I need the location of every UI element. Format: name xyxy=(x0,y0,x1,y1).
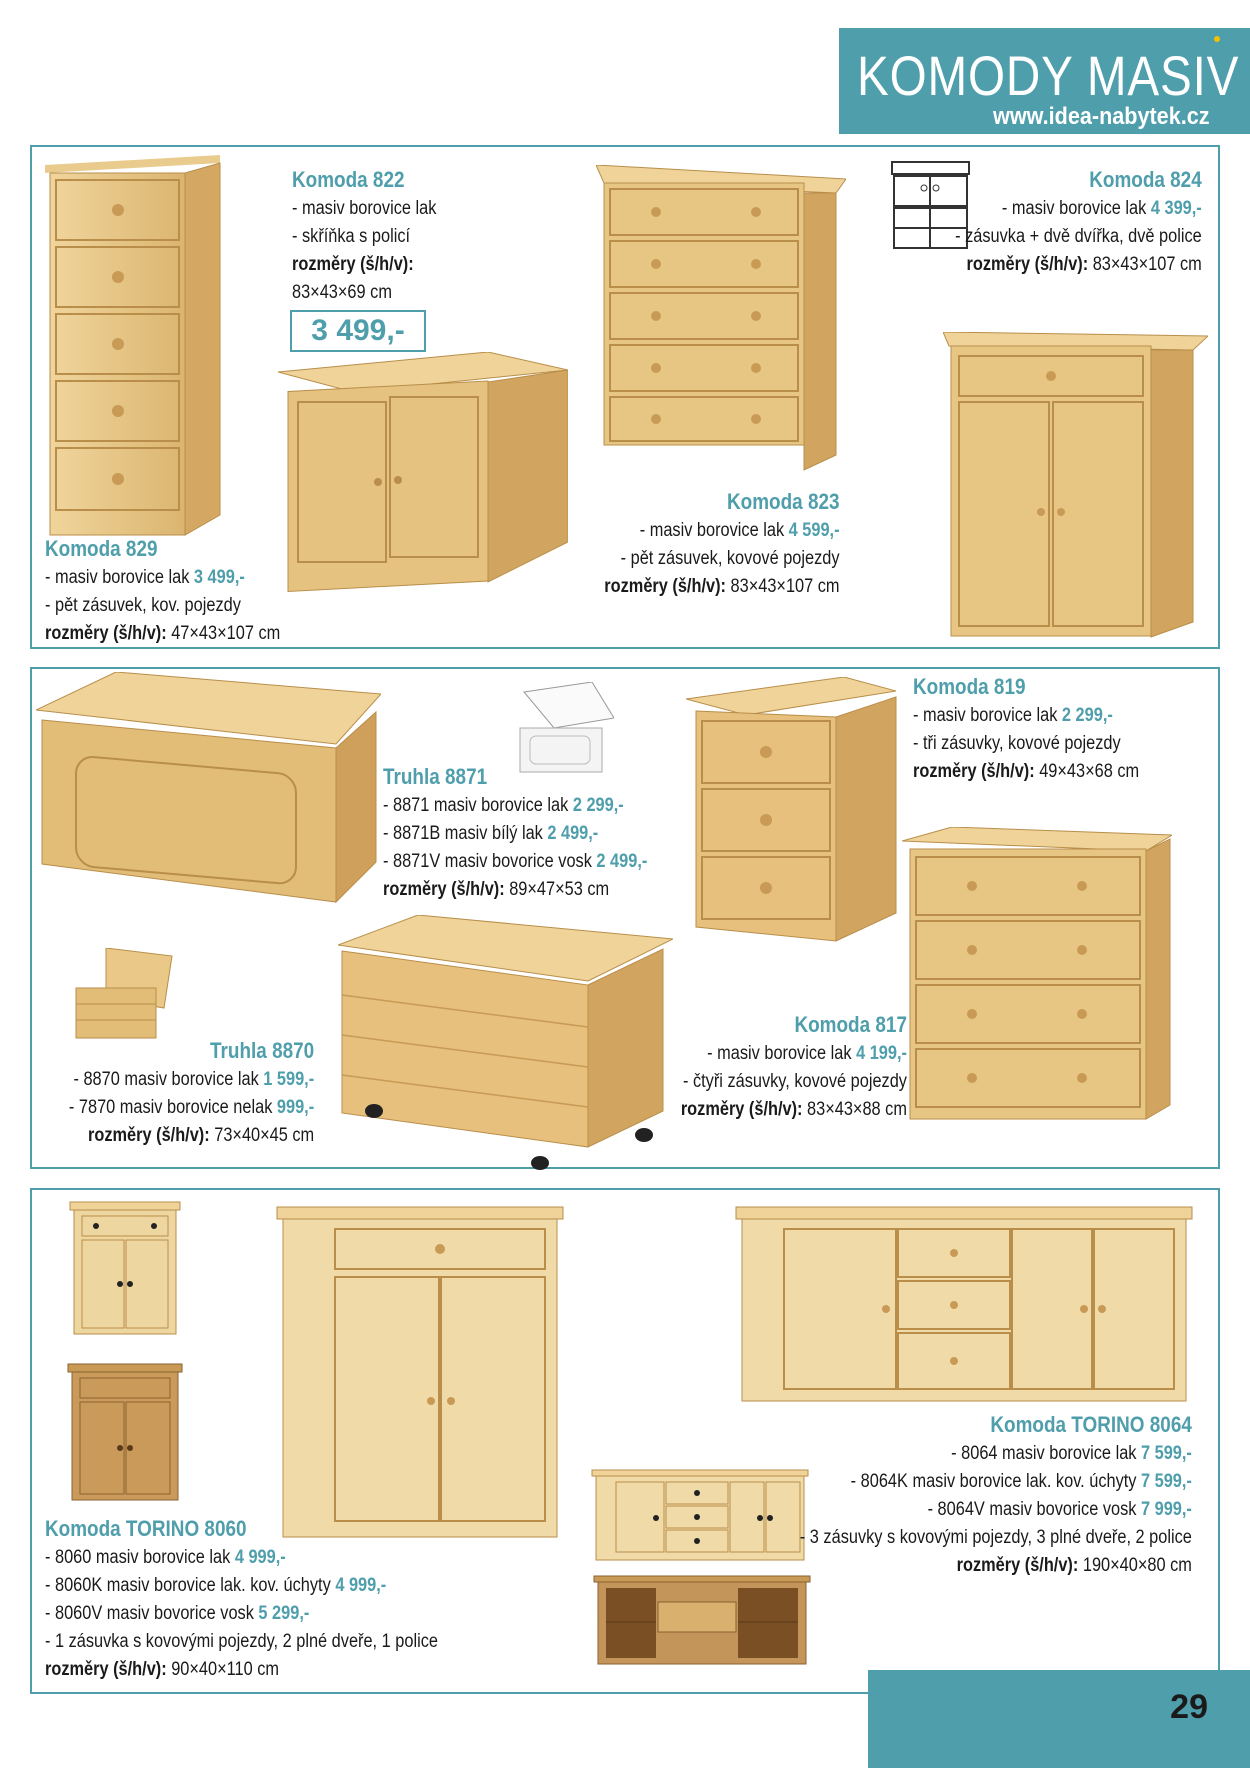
product-title: Komoda 829 xyxy=(45,536,158,561)
spec-line: - 8870 masiv borovice lak xyxy=(73,1069,259,1090)
product-price: 4 199,- xyxy=(856,1043,907,1064)
dimensions-value: 83×43×107 cm xyxy=(1092,254,1202,275)
torino-8064-small-image xyxy=(590,1468,810,1568)
product-title: Komoda 823 xyxy=(727,489,840,514)
komoda-817-image xyxy=(902,827,1172,1127)
komoda-822-info xyxy=(292,165,436,307)
product-title: Komoda TORINO 8060 xyxy=(45,1516,247,1541)
dimensions-value: 47×43×107 cm xyxy=(171,623,281,644)
dimensions-label: rozměry (š/h/v): xyxy=(87,1125,210,1146)
product-title: Truhla 8870 xyxy=(209,1038,314,1063)
spec-line: - pět zásuvek, kov. pojezdy xyxy=(45,595,241,616)
product-title: Komoda TORINO 8064 xyxy=(990,1412,1192,1437)
page-title: KOMODY MASIV xyxy=(857,44,1240,107)
dimensions-label: rozměry (š/h/v): xyxy=(956,1555,1079,1576)
komoda-824-info xyxy=(955,165,1202,279)
product-price: 5 299,- xyxy=(258,1603,310,1624)
dimensions-label: rozměry (š/h/v): xyxy=(680,1099,803,1120)
spec-line: - masiv borovice lak xyxy=(45,567,190,588)
footer-bar xyxy=(868,1670,1250,1768)
komoda-829-info xyxy=(45,534,280,648)
spec-line: - 8060 masiv borovice lak xyxy=(45,1547,231,1568)
dimensions-value: 90×40×110 cm xyxy=(171,1659,280,1680)
product-price: 1 599,- xyxy=(263,1069,314,1090)
dimensions-value: 49×43×68 cm xyxy=(1039,761,1140,782)
spec-line: - masiv borovice lak xyxy=(1002,198,1147,219)
spec-line: - 8871B masiv bílý lak xyxy=(383,823,543,844)
komoda-817-info xyxy=(681,1010,907,1124)
spec-line: - 8064V masiv bovorice vosk xyxy=(927,1499,1137,1520)
page-header xyxy=(839,28,1250,134)
komoda-819-image xyxy=(686,677,906,947)
spec-line: - 8064K masiv borovice lak. kov. úchyty xyxy=(850,1471,1137,1492)
product-title: Truhla 8871 xyxy=(383,764,488,789)
spec-line: - 8060K masiv borovice lak. kov. úchyty xyxy=(45,1575,331,1596)
torino-8060-wax-image xyxy=(66,1362,186,1507)
torino-8064-info xyxy=(800,1410,1192,1580)
logo-dot-icon xyxy=(1214,36,1220,42)
dimensions-value: 89×47×53 cm xyxy=(509,879,610,900)
dimensions-label: rozměry (š/h/v): xyxy=(292,254,414,275)
product-title: Komoda 817 xyxy=(794,1012,907,1037)
torino-8060-info xyxy=(45,1514,438,1684)
product-price: 7 999,- xyxy=(1141,1499,1192,1520)
dimensions-value: 190×40×80 cm xyxy=(1082,1555,1192,1576)
product-title: Komoda 822 xyxy=(292,167,405,192)
komoda-824-image xyxy=(943,332,1208,647)
website-url[interactable]: www.idea-nabytek.cz xyxy=(993,103,1210,130)
dimensions-value: 73×40×45 cm xyxy=(214,1125,314,1146)
spec-line: - 3 zásuvky s kovovými pojezdy, 3 plné dveře, 2 police xyxy=(799,1527,1192,1548)
dimensions-label: rozměry (š/h/v): xyxy=(45,1659,167,1680)
dimensions-label: rozměry (š/h/v): xyxy=(604,576,727,597)
spec-line: - masiv borovice lak xyxy=(707,1043,852,1064)
dimensions-label: rozměry (š/h/v): xyxy=(966,254,1089,275)
spec-line: - 8064 masiv borovice lak xyxy=(951,1443,1137,1464)
komoda-823-image xyxy=(596,165,846,475)
dimensions-value: 83×43×69 cm xyxy=(292,282,392,303)
spec-line: - 8871V masiv bovorice vosk xyxy=(383,851,592,872)
spec-line: - 1 zásuvka s kovovými pojezdy, 2 plné dveře, 1 police xyxy=(45,1631,438,1652)
dimensions-value: 83×43×88 cm xyxy=(807,1099,907,1120)
spec-line: - 8871 masiv borovice lak xyxy=(383,795,569,816)
spec-line: - masiv borovice lak xyxy=(292,198,437,219)
product-price: 4 999,- xyxy=(335,1575,387,1596)
spec-line: - čtyři zásuvky, kovové pojezdy xyxy=(682,1071,907,1092)
product-price: 7 599,- xyxy=(1141,1443,1192,1464)
dimensions-label: rozměry (š/h/v): xyxy=(913,761,1035,782)
komoda-819-info xyxy=(913,672,1139,786)
spec-line: - masiv borovice lak xyxy=(913,705,1058,726)
komoda-822-price: 3 499,- xyxy=(290,310,426,352)
komoda-823-info xyxy=(605,487,840,601)
komoda-822-image xyxy=(278,352,568,602)
torino-8064-image xyxy=(734,1205,1194,1415)
product-price: 2 499,- xyxy=(547,823,599,844)
dimensions-label: rozměry (š/h/v): xyxy=(383,879,505,900)
product-price: 2 299,- xyxy=(572,795,624,816)
torino-8064-open-image xyxy=(592,1574,812,1670)
product-price: 4 399,- xyxy=(1151,198,1202,219)
torino-8060-image xyxy=(275,1205,565,1545)
product-price: 4 599,- xyxy=(789,520,840,541)
truhla-8870-image xyxy=(338,915,673,1175)
spec-line: - 7870 masiv borovice nelak xyxy=(68,1097,273,1118)
product-price: 3 499,- xyxy=(193,567,245,588)
product-price: 2 299,- xyxy=(1061,705,1113,726)
truhla-8870-small-image xyxy=(72,948,177,1048)
truhla-8871-image xyxy=(36,672,381,917)
torino-8060-small-image xyxy=(68,1200,183,1340)
product-title: Komoda 819 xyxy=(913,674,1026,699)
dimensions-label: rozměry (š/h/v): xyxy=(45,623,167,644)
product-price: 2 499,- xyxy=(596,851,648,872)
page-number: 29 xyxy=(1170,1688,1208,1726)
product-price: 999,- xyxy=(276,1097,314,1118)
product-price: 4 999,- xyxy=(234,1547,286,1568)
product-price: 7 599,- xyxy=(1141,1471,1192,1492)
komoda-829-image xyxy=(40,155,225,540)
spec-line: - tři zásuvky, kovové pojezdy xyxy=(913,733,1121,754)
spec-line: - masiv borovice lak xyxy=(640,520,785,541)
spec-line: - skříňka s policí xyxy=(292,226,411,247)
truhla-8871-info xyxy=(383,762,647,904)
spec-line: - 8060V masiv bovorice vosk xyxy=(45,1603,254,1624)
product-title: Komoda 824 xyxy=(1089,167,1202,192)
dimensions-value: 83×43×107 cm xyxy=(730,576,840,597)
spec-line: - zásuvka + dvě dvířka, dvě police xyxy=(955,226,1202,247)
truhla-8870-info xyxy=(69,1036,314,1150)
spec-line: - pět zásuvek, kovové pojezdy xyxy=(621,548,840,569)
